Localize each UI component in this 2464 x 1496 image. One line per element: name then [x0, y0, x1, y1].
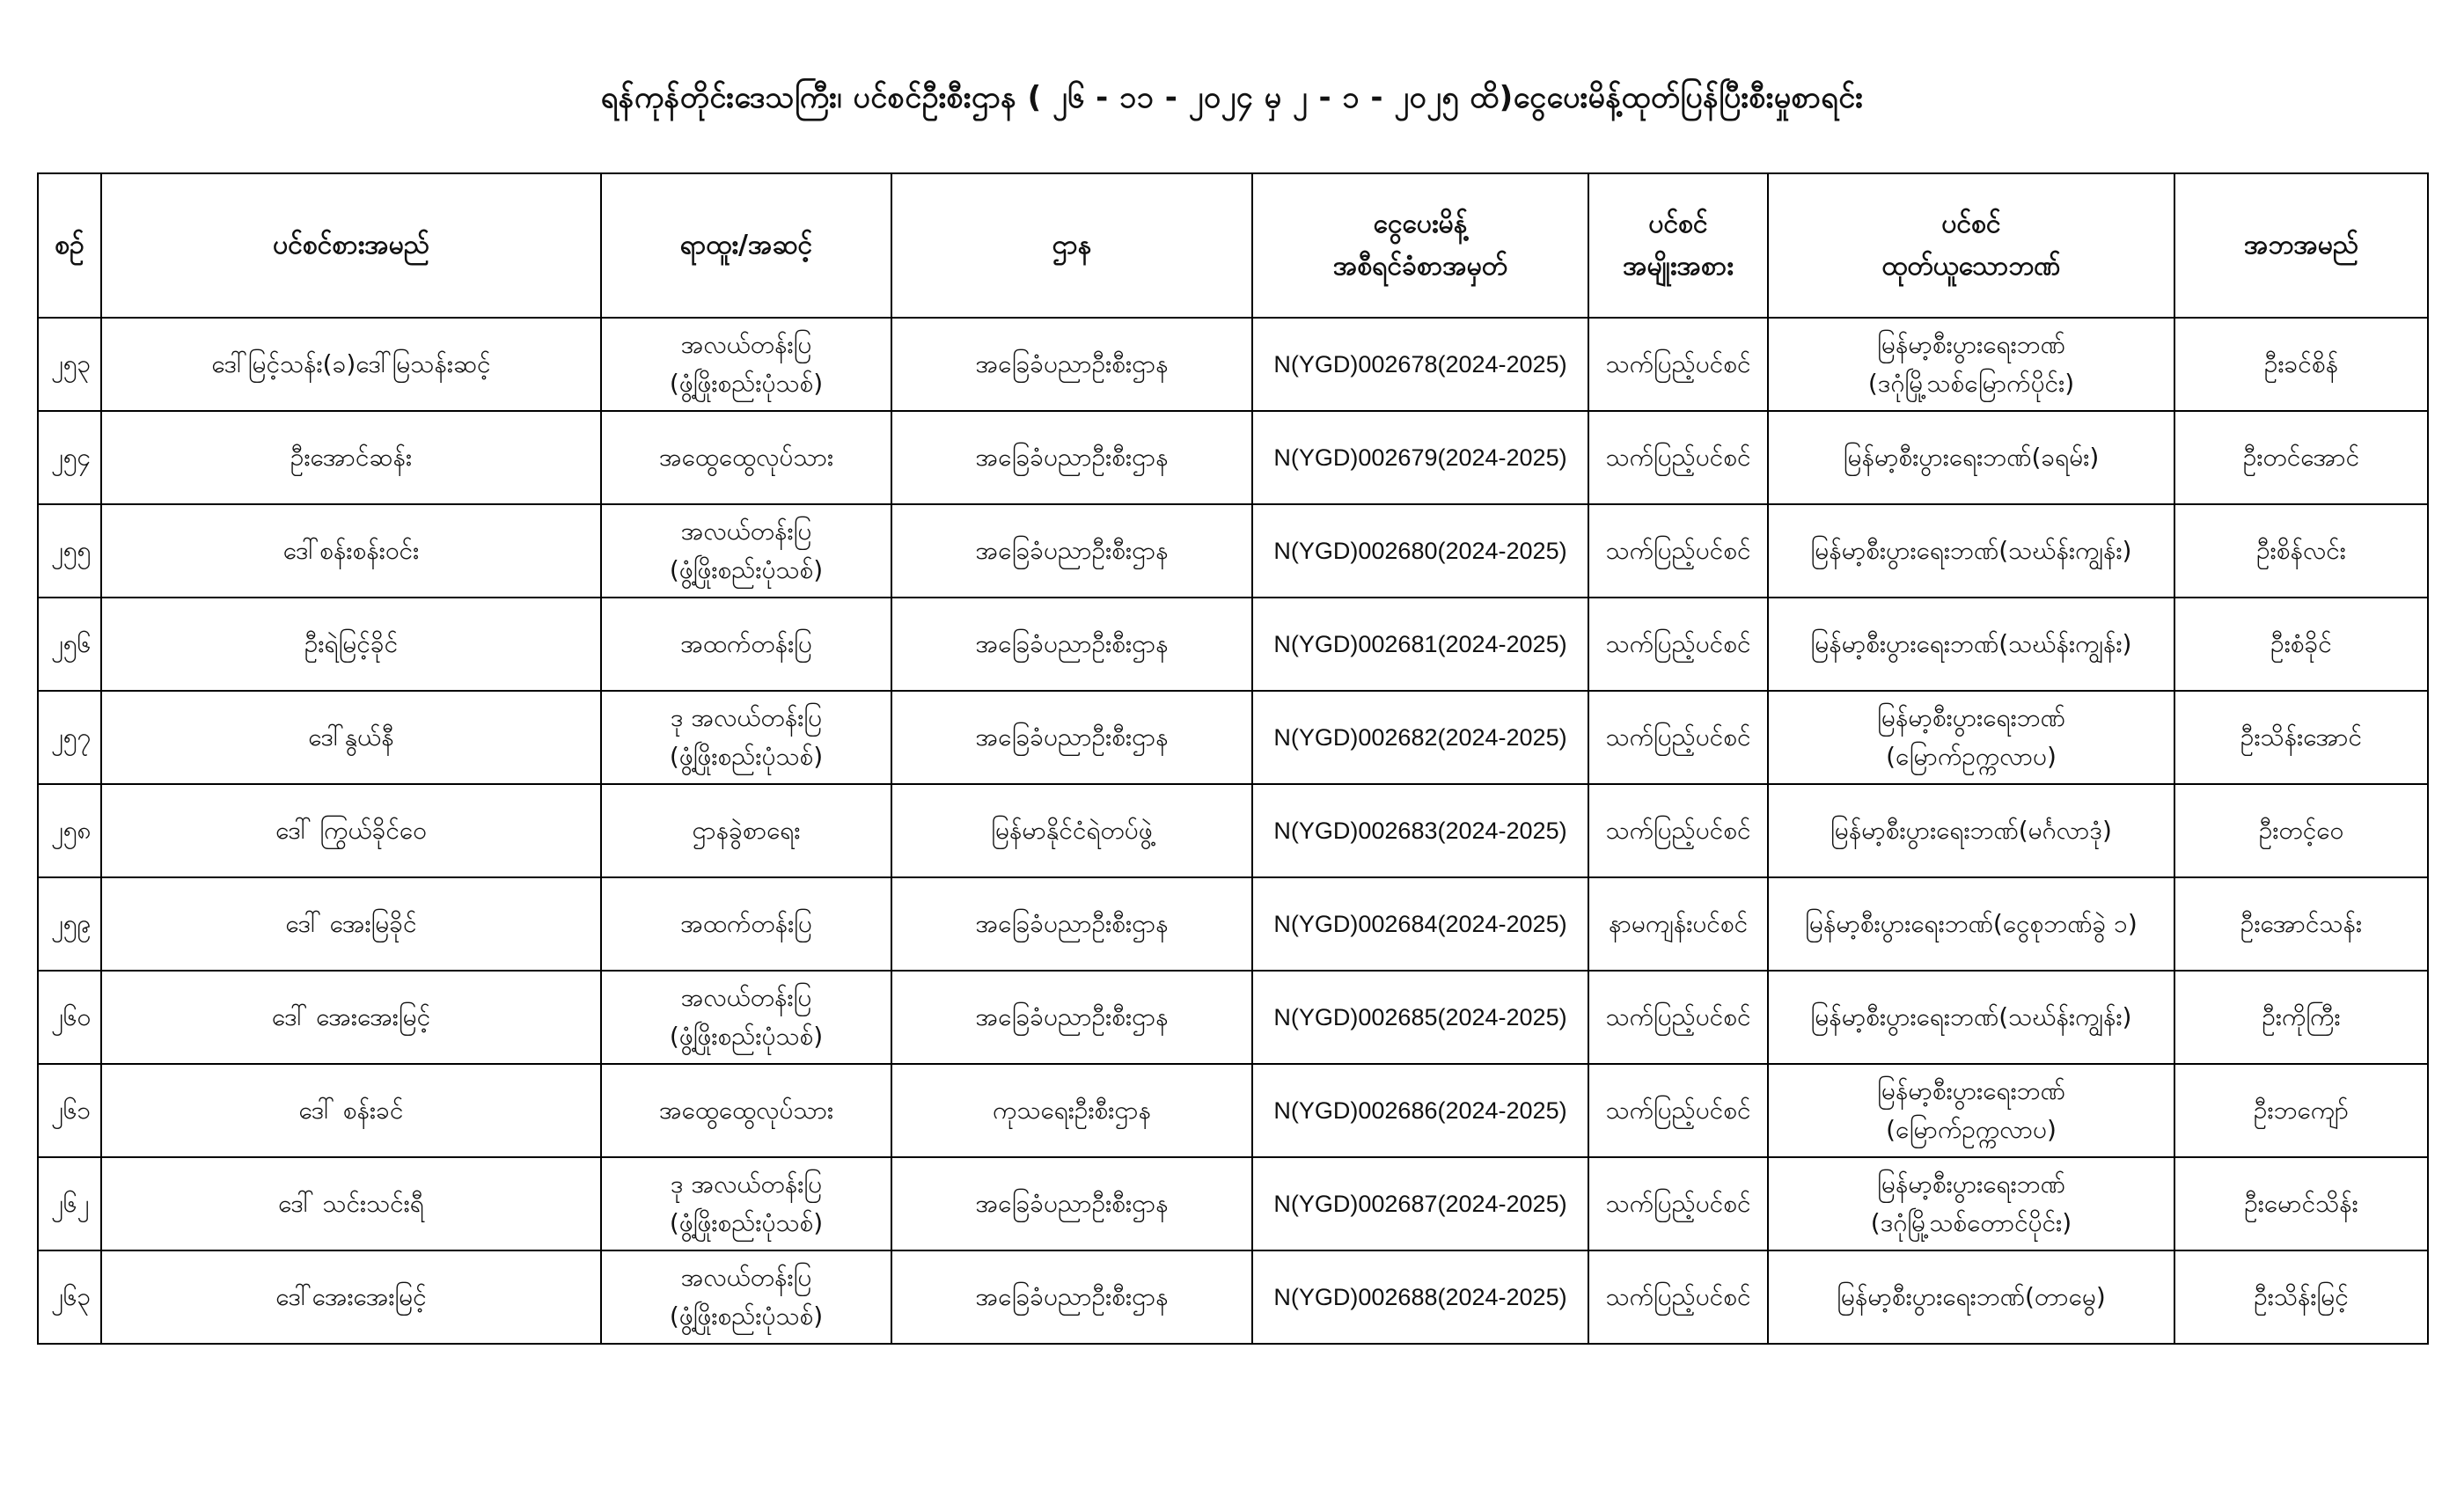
header-serial: စဉ် — [38, 173, 101, 318]
cell-bank-line1: မြန်မာ့စီးပွားရေးဘဏ်(သဃ်န်းကျွန်း) — [1810, 1002, 2132, 1031]
cell-bank — [1768, 598, 2174, 691]
cell-bank-line1: မြန်မာ့စီးပွားရေးဘဏ် — [1877, 703, 2065, 732]
header-father-name: အဘအမည် — [2174, 173, 2428, 318]
cell-order-no: N(YGD)002678(2024-2025) — [1252, 318, 1588, 411]
header-position: ရာထူး/အဆင့် — [601, 173, 891, 318]
cell-bank-line1: မြန်မာ့စီးပွားရေးဘဏ်(သဃ်န်းကျွန်း) — [1810, 629, 2132, 658]
header-bank — [1768, 173, 2174, 318]
cell-serial: ၂၅၈ — [38, 784, 101, 877]
cell-pensioner-name: ဒေါ်နွယ်နီ — [101, 691, 601, 784]
cell-pension-type: သက်ပြည့်ပင်စင် — [1588, 318, 1768, 411]
table-row — [38, 784, 2428, 877]
table-row — [38, 877, 2428, 971]
cell-pension-type: သက်ပြည့်ပင်စင် — [1588, 1157, 1768, 1250]
cell-order-no: N(YGD)002683(2024-2025) — [1252, 784, 1588, 877]
cell-serial: ၂၅၃ — [38, 318, 101, 411]
cell-pension-type: သက်ပြည့်ပင်စင် — [1588, 784, 1768, 877]
cell-bank-line1: မြန်မာ့စီးပွားရေးဘဏ် — [1877, 1076, 2065, 1105]
cell-pensioner-name: ဒေါ်အေးအေးမြင့် — [101, 1250, 601, 1344]
cell-bank-line1: မြန်မာ့စီးပွားရေးဘဏ်(သဃ်န်းကျွန်း) — [1810, 536, 2132, 565]
cell-position-line1: အထက်တန်းပြ — [680, 909, 812, 938]
cell-serial: ၂၅၅ — [38, 504, 101, 598]
table-row — [38, 1250, 2428, 1344]
cell-pensioner-name: ဒေါ် သင်းသင်းရီ — [101, 1157, 601, 1250]
cell-pensioner-name: ဦးအောင်ဆန်း — [101, 411, 601, 504]
cell-position-line2: (ဖွံ့ဖြိုးစည်းပုံသစ်) — [669, 1302, 824, 1331]
table-row — [38, 318, 2428, 411]
cell-father-name: ဦးဘကျော် — [2174, 1064, 2428, 1157]
cell-pensioner-name: ဒေါ် စန်းခင် — [101, 1064, 601, 1157]
cell-position — [601, 1064, 891, 1157]
cell-bank — [1768, 784, 2174, 877]
cell-position-line2: (ဖွံ့ဖြိုးစည်းပုံသစ်) — [669, 742, 824, 771]
table-row — [38, 691, 2428, 784]
header-order-no-line2: အစီရင်ခံစာအမှတ် — [1332, 251, 1508, 282]
cell-position — [601, 971, 891, 1064]
cell-position-line1: အထွေထွေလုပ်သား — [658, 443, 834, 472]
cell-department: အခြေခံပညာဦးစီးဌာန — [891, 971, 1252, 1064]
cell-order-no: N(YGD)002688(2024-2025) — [1252, 1250, 1588, 1344]
cell-position-line1: အထက်တန်းပြ — [680, 629, 812, 658]
cell-serial: ၂၅၄ — [38, 411, 101, 504]
cell-position — [601, 877, 891, 971]
cell-order-no: N(YGD)002686(2024-2025) — [1252, 1064, 1588, 1157]
cell-bank-line1: မြန်မာ့စီးပွားရေးဘဏ်(ငွေစုဘဏ်ခွဲ ၁) — [1805, 909, 2138, 938]
cell-father-name: ဦးသိန်းအောင် — [2174, 691, 2428, 784]
cell-position-line1: အလယ်တန်းပြ — [680, 330, 812, 359]
cell-position — [601, 504, 891, 598]
cell-position — [601, 411, 891, 504]
table-body — [38, 318, 2428, 1344]
header-order-no-line1: ငွေပေးမိန့် — [1373, 209, 1468, 239]
cell-serial: ၂၅၆ — [38, 598, 101, 691]
cell-bank-line1: မြန်မာ့စီးပွားရေးဘဏ်(မင်္ဂလာဒုံ) — [1830, 816, 2112, 845]
cell-position-line1: ဌာနခွဲစာရေး — [692, 816, 801, 845]
cell-father-name: ဦးတင့်ဝေ — [2174, 784, 2428, 877]
table-row — [38, 1064, 2428, 1157]
cell-position-line2: (ဖွံ့ဖြိုးစည်းပုံသစ်) — [669, 369, 824, 398]
cell-father-name: ဦးမောင်သိန်း — [2174, 1157, 2428, 1250]
cell-bank-line1: မြန်မာ့စီးပွားရေးဘဏ်(တာမွေ) — [1837, 1282, 2106, 1311]
cell-pension-type: သက်ပြည့်ပင်စင် — [1588, 971, 1768, 1064]
cell-order-no: N(YGD)002680(2024-2025) — [1252, 504, 1588, 598]
cell-father-name: ဦးသိန်းမြင့် — [2174, 1250, 2428, 1344]
cell-bank-line1: မြန်မာ့စီးပွားရေးဘဏ် — [1877, 1170, 2065, 1199]
cell-position — [601, 598, 891, 691]
cell-position-line1: အလယ်တန်းပြ — [680, 517, 812, 546]
cell-bank-line1: မြန်မာ့စီးပွားရေးဘဏ်(ခရမ်း) — [1843, 443, 2100, 472]
cell-order-no: N(YGD)002687(2024-2025) — [1252, 1157, 1588, 1250]
cell-bank-line2: (မြောက်ဥက္ကလာပ) — [1886, 1115, 2057, 1144]
cell-department: အခြေခံပညာဦးစီးဌာန — [891, 691, 1252, 784]
cell-position — [601, 784, 891, 877]
cell-pension-type: သက်ပြည့်ပင်စင် — [1588, 1064, 1768, 1157]
cell-department: မြန်မာနိုင်ငံရဲတပ်ဖွဲ့ — [891, 784, 1252, 877]
cell-department: အခြေခံပညာဦးစီးဌာန — [891, 598, 1252, 691]
cell-position-line1: အထွေထွေလုပ်သား — [658, 1096, 834, 1125]
pension-table — [37, 172, 2429, 1345]
cell-pension-type: သက်ပြည့်ပင်စင် — [1588, 598, 1768, 691]
cell-department: အခြေခံပညာဦးစီးဌာန — [891, 1157, 1252, 1250]
table-row — [38, 504, 2428, 598]
cell-father-name: ဦးခင်စိန် — [2174, 318, 2428, 411]
cell-bank — [1768, 971, 2174, 1064]
cell-order-no: N(YGD)002685(2024-2025) — [1252, 971, 1588, 1064]
cell-pension-type: သက်ပြည့်ပင်စင် — [1588, 1250, 1768, 1344]
cell-bank — [1768, 504, 2174, 598]
cell-department: ကုသရေးဦးစီးဌာန — [891, 1064, 1252, 1157]
cell-bank — [1768, 1064, 2174, 1157]
cell-serial: ၂၅၉ — [38, 877, 101, 971]
cell-serial: ၂၆၂ — [38, 1157, 101, 1250]
cell-bank — [1768, 691, 2174, 784]
cell-department: အခြေခံပညာဦးစီးဌာန — [891, 318, 1252, 411]
header-order-no — [1252, 173, 1588, 318]
cell-position-line1: ဒု အလယ်တန်းပြ — [670, 703, 823, 732]
header-bank-line2: ထုတ်ယူသောဘဏ် — [1881, 251, 2061, 282]
cell-pensioner-name: ဒေါ်မြင့်သန်း(ခ)ဒေါ်မြသန်းဆင့် — [101, 318, 601, 411]
cell-bank-line2: (မြောက်ဥက္ကလာပ) — [1886, 742, 2057, 771]
cell-position-line1: အလယ်တန်းပြ — [680, 983, 812, 1012]
cell-bank-line1: မြန်မာ့စီးပွားရေးဘဏ် — [1877, 330, 2065, 359]
cell-pensioner-name: ဦးရဲမြင့်ခိုင် — [101, 598, 601, 691]
cell-department: အခြေခံပညာဦးစီးဌာန — [891, 411, 1252, 504]
cell-pensioner-name: ဒေါ် ကြွယ်ခိုင်ဝေ — [101, 784, 601, 877]
cell-father-name: ဦးစံခိုင် — [2174, 598, 2428, 691]
cell-pensioner-name: ဒေါ် အေးအေးမြင့် — [101, 971, 601, 1064]
cell-father-name: ဦးတင်အောင် — [2174, 411, 2428, 504]
cell-order-no: N(YGD)002684(2024-2025) — [1252, 877, 1588, 971]
cell-position — [601, 691, 891, 784]
cell-bank-line2: (ဒဂုံမြို့သစ်မြောက်ပိုင်း) — [1867, 369, 2075, 398]
cell-position-line1: အလယ်တန်းပြ — [680, 1263, 812, 1292]
cell-position — [601, 1157, 891, 1250]
header-pension-type-line2: အမျိုးအစား — [1623, 251, 1734, 282]
table-row — [38, 1157, 2428, 1250]
header-bank-line1: ပင်စင် — [1941, 209, 2001, 239]
cell-bank — [1768, 411, 2174, 504]
table-row — [38, 598, 2428, 691]
cell-department: အခြေခံပညာဦးစီးဌာန — [891, 504, 1252, 598]
cell-department: အခြေခံပညာဦးစီးဌာန — [891, 1250, 1252, 1344]
cell-serial: ၂၅၇ — [38, 691, 101, 784]
cell-bank — [1768, 318, 2174, 411]
header-pensioner-name: ပင်စင်စားအမည် — [101, 173, 601, 318]
cell-serial: ၂၆၀ — [38, 971, 101, 1064]
cell-position-line2: (ဖွံ့ဖြိုးစည်းပုံသစ်) — [669, 555, 824, 584]
header-pension-type-line1: ပင်စင် — [1648, 209, 1708, 239]
cell-serial: ၂၆၁ — [38, 1064, 101, 1157]
cell-father-name: ဦးအောင်သန်း — [2174, 877, 2428, 971]
cell-bank-line2: (ဒဂုံမြို့သစ်တောင်ပိုင်း) — [1870, 1208, 2072, 1237]
cell-position-line1: ဒု အလယ်တန်းပြ — [670, 1170, 823, 1199]
table-row — [38, 971, 2428, 1064]
cell-pensioner-name: ဒေါ် အေးမြခိုင် — [101, 877, 601, 971]
header-pension-type — [1588, 173, 1768, 318]
cell-pension-type: သက်ပြည့်ပင်စင် — [1588, 411, 1768, 504]
cell-position-line2: (ဖွံ့ဖြိုးစည်းပုံသစ်) — [669, 1022, 824, 1051]
cell-order-no: N(YGD)002682(2024-2025) — [1252, 691, 1588, 784]
cell-department: အခြေခံပညာဦးစီးဌာန — [891, 877, 1252, 971]
cell-pension-type: သက်ပြည့်ပင်စင် — [1588, 691, 1768, 784]
cell-pension-type: သက်ပြည့်ပင်စင် — [1588, 504, 1768, 598]
cell-pension-type: နာမကျန်းပင်စင် — [1588, 877, 1768, 971]
cell-position — [601, 1250, 891, 1344]
cell-order-no: N(YGD)002681(2024-2025) — [1252, 598, 1588, 691]
header-department: ဌာန — [891, 173, 1252, 318]
cell-bank — [1768, 1250, 2174, 1344]
cell-father-name: ဦးစိန်လင်း — [2174, 504, 2428, 598]
cell-bank — [1768, 877, 2174, 971]
cell-serial: ၂၆၃ — [38, 1250, 101, 1344]
cell-position-line2: (ဖွံ့ဖြိုးစည်းပုံသစ်) — [669, 1208, 824, 1237]
cell-order-no: N(YGD)002679(2024-2025) — [1252, 411, 1588, 504]
cell-bank — [1768, 1157, 2174, 1250]
page-title: ရန်ကုန်တိုင်းဒေသကြီး၊ ပင်စင်ဦးစီးဌာန ( ၂၆ - ၁၁ - ၂၀၂၄ မှ ၂ - ၁ - ၂၀၂၅ ထိ)ငွေပေးမိန့်ထုတ်ပြန်ပြီးစီးမှုစာရင်း — [600, 80, 1864, 115]
table-header-row — [38, 173, 2428, 318]
cell-father-name: ဦးကိုကြီး — [2174, 971, 2428, 1064]
cell-position — [601, 318, 891, 411]
cell-pensioner-name: ဒေါ်စန်းစန်းဝင်း — [101, 504, 601, 598]
table-row — [38, 411, 2428, 504]
